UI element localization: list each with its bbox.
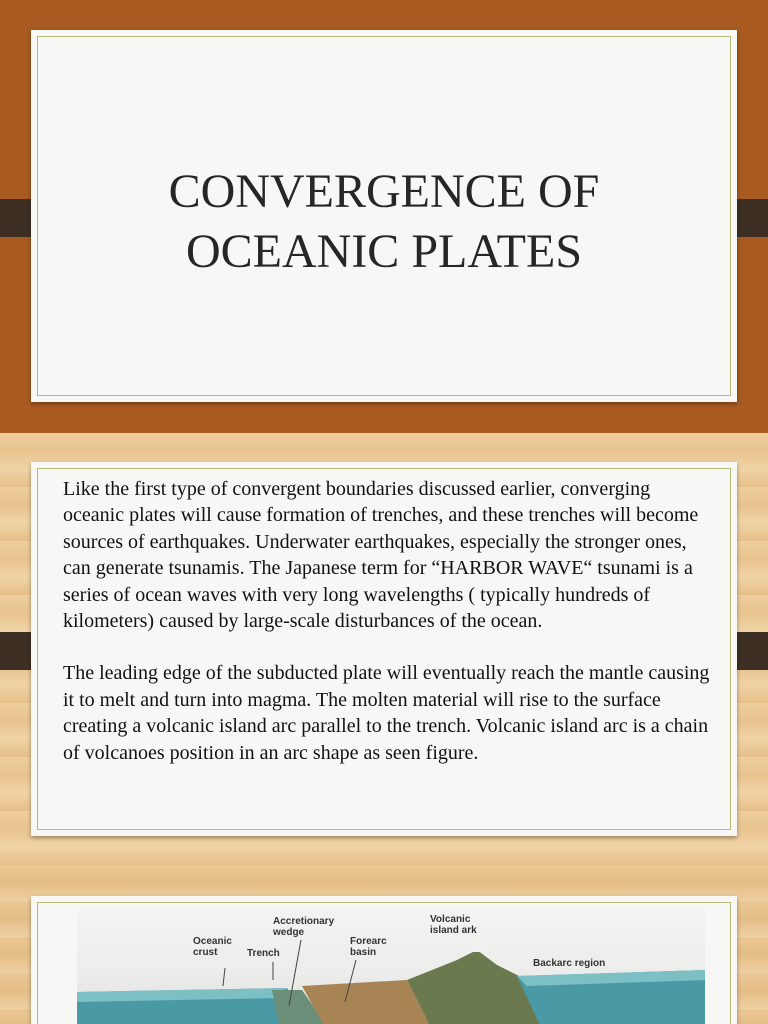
title-line-1: CONVERGENCE OF	[168, 165, 600, 218]
volcano-peak	[472, 944, 489, 952]
slide-title	[31, 162, 737, 282]
paragraph-1: Like the first type of convergent boundaries discussed earlier, converging oceanic plates will cause formation of trenches, and these trenches will become sources of earthquakes. Underwater earthquakes, especially the stronger ones, can generate tsunamis. The Japanese term for “HARBOR WAVE“ tsunami is a series of ocean waves with very long wavelengths ( typically hundreds of kilometers) caused by large-scale disturbances of the ocean.	[63, 478, 699, 633]
text-card	[31, 462, 737, 836]
label-oceanic-crust: Oceanic crust	[193, 936, 232, 958]
text-slide	[0, 433, 768, 865]
label-backarc-region: Backarc region	[533, 958, 606, 969]
label-volcanic-island-ark: Volcanic island ark	[430, 914, 477, 936]
subduction-figure	[77, 910, 705, 1024]
label-accretionary-wedge: Accretionary wedge	[273, 916, 335, 938]
label-trench: Trench	[247, 948, 280, 959]
body-text	[63, 476, 713, 792]
subduction-diagram	[77, 910, 705, 1024]
title-slide	[0, 0, 768, 433]
figure-card	[31, 896, 737, 1024]
title-line-2: OCEANIC PLATES	[185, 225, 583, 278]
title-card	[31, 30, 737, 402]
paragraph-2: The leading edge of the subducted plate will eventually reach the mantle causing it to melt and turn into magma. The molten material will rise to the surface creating a volcanic island arc parallel to the trench. Volcanic island arc is a chain of volcanoes position in an arc shape as seen figure.	[63, 662, 710, 764]
figure-slide	[0, 865, 768, 1024]
label-forearc-basin: Forearc basin	[350, 936, 387, 958]
